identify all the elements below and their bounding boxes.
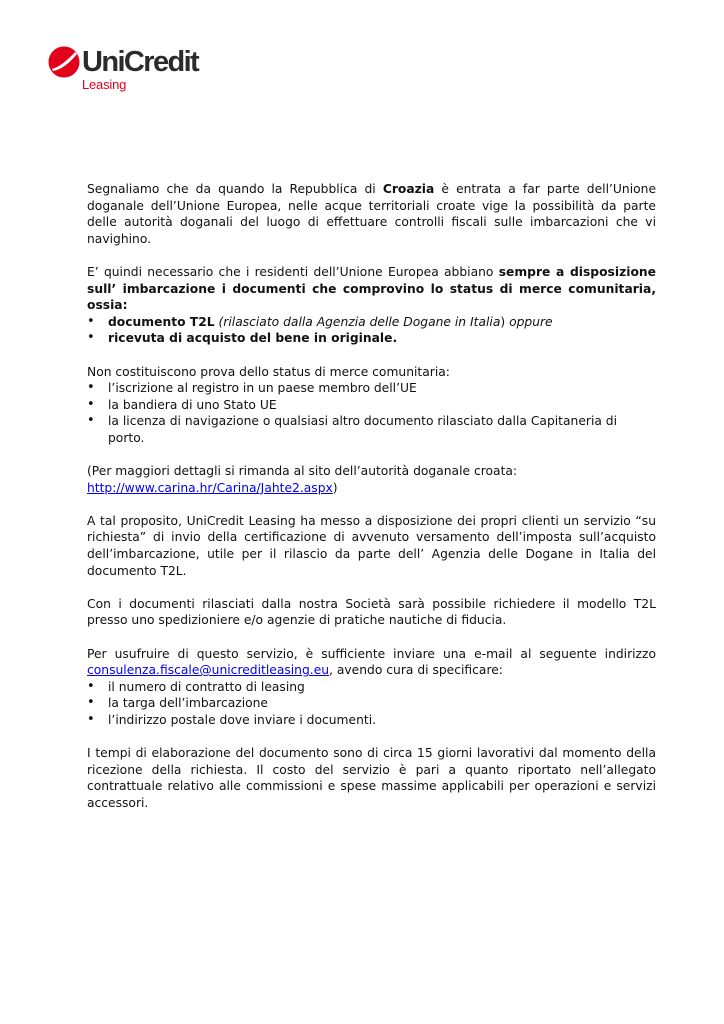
email-link[interactable]: consulenza.fiscale@unicreditleasing.eu: [87, 663, 330, 678]
request-details-list: [87, 679, 656, 729]
paragraph-not-proof: Non costituiscono prova dello status di merce comunitaria:: [87, 364, 450, 379]
brand-subtitle: Leasing: [82, 77, 127, 92]
paragraph-email-request: Per usufruire di questo servizio, è sufficiente inviare una e-mail al seguente indirizzo consulenza.fiscale@unicreditleasing.eu, avendo cura di specificare:: [87, 646, 656, 678]
brand-name: UniCredit: [82, 46, 199, 78]
paragraph-requirement: E’ quindi necessario che i residenti dell’Unione Europea abbiano sempre a disposizione sull’ imbarcazione i documenti che comprovino lo status di merce comunitaria, ossia:: [87, 264, 657, 313]
paragraph-details: (Per maggiori dettagli si rimanda al sito dell’autorità doganale croata: http://www.carina.hr/Carina/Jahte2.aspx): [87, 464, 518, 495]
unicredit-logo-icon: [48, 46, 80, 78]
list-item: • l’indirizzo postale dove inviare i documenti.: [87, 712, 656, 729]
paragraph-timing-cost: I tempi di elaborazione del documento sono di circa 15 giorni lavorativi dal momento della ricezione della richiesta. Il costo del servizio è pari a quanto riportato nell’allegato contrattuale relativo alle commissioni e spese massime applicabili per operazioni e servizi accessori.: [87, 746, 656, 810]
unicredit-leasing-logo: [48, 46, 198, 92]
non-proof-list: [87, 380, 656, 446]
list-item: • la bandiera di uno Stato UE: [87, 397, 656, 414]
list-item: • l’iscrizione al registro in un paese membro dell’UE: [87, 380, 656, 397]
paragraph-t2l: Con i documenti rilasciati dalla nostra Società sarà possibile richiedere il modello T2L presso uno spedizioniere e/o agenzie di pratiche nautiche di fiducia.: [87, 596, 656, 628]
list-item: • la licenza di navigazione o qualsiasi altro documento rilasciato dalla Capitaneria di porto.: [87, 413, 656, 446]
list-item: • la targa dell’imbarcazione: [87, 695, 656, 712]
required-documents-list: [87, 314, 656, 347]
list-item: • il numero di contratto di leasing: [87, 679, 656, 696]
paragraph-croatia: Segnaliamo che da quando la Repubblica di Croazia è entrata a far parte dell’Unione doganale dell’Unione Europea, nelle acque territoriali croate vige la possibilità da parte delle autorità doganali del luogo di effettuare controlli fiscali sulle imbarcazioni che vi navighino.: [87, 182, 657, 246]
list-item: • documento T2L (rilasciato dalla Agenzia delle Dogane in Italia) oppure: [87, 314, 656, 331]
letter-body: [87, 181, 656, 828]
customs-website-link[interactable]: http://www.carina.hr/Carina/Jahte2.aspx: [87, 480, 333, 495]
paragraph-service: A tal proposito, UniCredit Leasing ha messo a disposizione dei propri clienti un servizio “su richiesta” di invio della certificazione di avvenuto versamento dell’imposta sull’acquisto dell’imbarcazione, utile per il rilascio da parte dell’ Agenzia delle Dogane in Italia del documento T2L.: [87, 513, 656, 578]
list-item: • ricevuta di acquisto del bene in originale.: [87, 330, 656, 347]
